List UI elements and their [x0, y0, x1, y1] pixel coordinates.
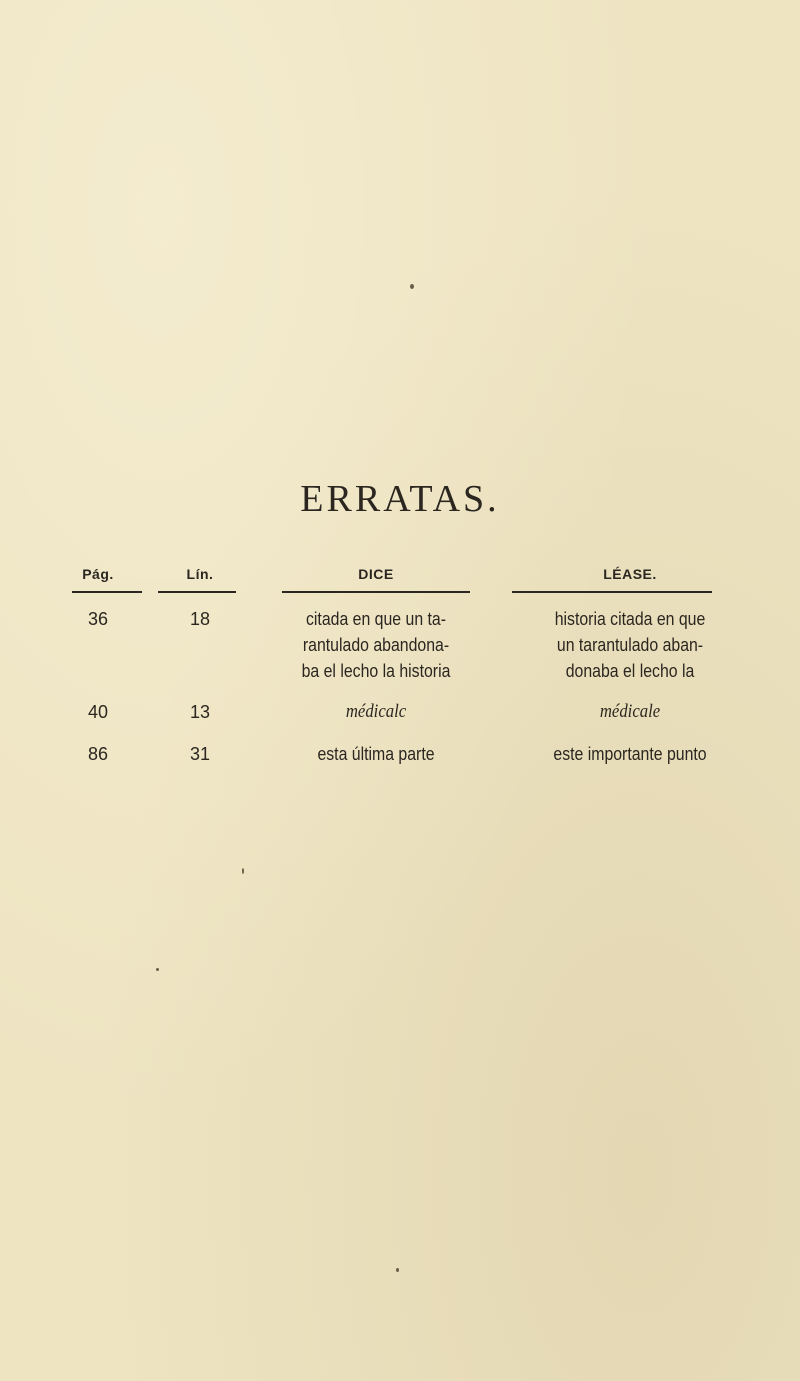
header-pag: Pág. [82, 566, 114, 582]
paper-speck [156, 968, 159, 971]
errata-title: ERRATAS. [300, 478, 500, 520]
row-3-lease: este importante punto [553, 744, 707, 764]
row-2-dice: médicalc [345, 701, 407, 722]
row-3-lin: 31 [189, 744, 211, 764]
rule-pag [72, 591, 142, 593]
row-2-lease: médicale [599, 701, 661, 722]
rule-lease [512, 591, 712, 593]
row-1-lin: 18 [189, 609, 211, 629]
rule-lin [158, 591, 236, 593]
row-1-dice-line-2: rantulado abandona- [302, 635, 450, 655]
row-1-dice [276, 606, 477, 684]
row-2-lin: 13 [189, 702, 211, 722]
row-3-pag: 86 [87, 744, 109, 764]
row-1-lease-line-1: historia citada en que [554, 609, 706, 629]
row-1-dice-line-3: ba el lecho la historia [301, 661, 451, 681]
row-2-pag: 40 [87, 702, 109, 722]
rule-dice [282, 591, 470, 593]
header-lin: Lín. [186, 566, 214, 582]
row-1-lease-line-2: un tarantulado aban- [556, 635, 704, 655]
header-dice: DICE [358, 566, 394, 582]
paper-speck [410, 284, 414, 289]
row-1-lease-line-3: donaba el lecho la [565, 661, 695, 681]
row-1-lease [519, 606, 741, 684]
row-1-dice-line-1: citada en que un ta- [305, 609, 447, 629]
row-1-pag: 36 [87, 609, 109, 629]
header-lease: LÉASE. [603, 566, 657, 582]
paper-speck [396, 1268, 399, 1272]
paper-speck [242, 868, 244, 874]
row-3-dice: esta última parte [317, 744, 435, 764]
